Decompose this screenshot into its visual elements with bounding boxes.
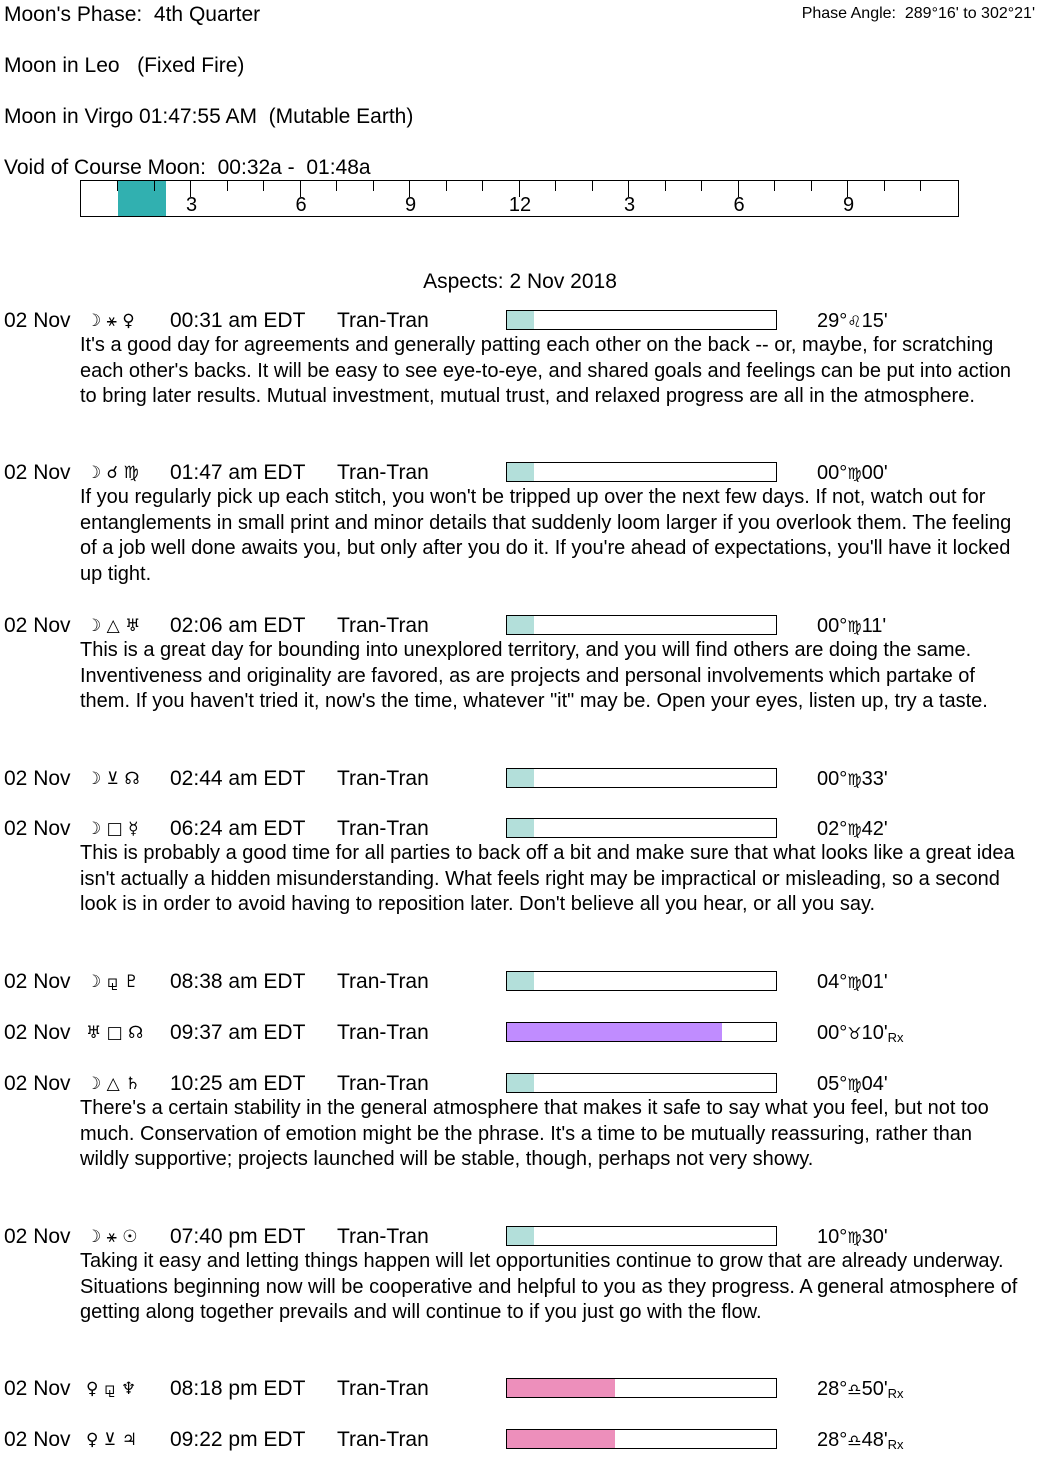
aspect-date: 02 Nov xyxy=(4,1021,71,1044)
aspect-entry xyxy=(0,1225,1053,1326)
aspect-time: 08:38 am EDT xyxy=(170,970,306,993)
aspect-header xyxy=(0,1021,1053,1045)
phase-angle: Phase Angle: 289°16' to 302°21' xyxy=(801,5,1035,22)
aspect-strength-fill xyxy=(507,769,534,787)
timeline-tick-label: 3 xyxy=(623,194,636,216)
void-of-course-fill xyxy=(118,181,165,216)
libra-icon: ♎ xyxy=(847,1380,862,1399)
aspect-entry xyxy=(0,817,1053,918)
aspect-position xyxy=(817,461,888,490)
aspect-header xyxy=(0,970,1053,994)
node-icon: ☊ xyxy=(124,769,140,789)
void-of-course-timeline xyxy=(80,180,959,217)
sextile-icon: ⚹ xyxy=(106,311,117,331)
timeline-tick xyxy=(227,181,228,191)
aspect-strength-fill xyxy=(507,463,534,481)
aspect-description: There's a certain stability in the general atmosphere that makes it safe to say what you feel, but not too much. Conservation of emotion might be the phrase. It's a time to be mutually reassuring, rather than wildly supportive; projects launched will be stable, though, perhaps not very showy. xyxy=(80,1097,989,1170)
position-minutes: 33' xyxy=(861,768,888,790)
timeline-tick xyxy=(920,181,921,191)
aspect-glyphs xyxy=(86,767,140,791)
moon-icon: ☽ xyxy=(86,311,102,331)
jupiter-icon: ♃ xyxy=(121,1430,137,1450)
virgo-icon: ♍ xyxy=(847,770,862,789)
aspect-strength-bar xyxy=(506,971,777,991)
position-minutes: 10' xyxy=(861,1022,888,1044)
square-icon: □ xyxy=(106,819,123,839)
aspect-strength-fill xyxy=(507,311,534,329)
aspect-strength-fill xyxy=(507,972,534,990)
aspect-time: 07:40 pm EDT xyxy=(170,1225,306,1248)
aspect-entry xyxy=(0,1377,1053,1401)
aspect-time: 02:44 am EDT xyxy=(170,767,306,790)
moon-icon: ☽ xyxy=(86,1227,102,1247)
timeline-tick xyxy=(592,181,593,191)
position-degree: 00° xyxy=(817,615,848,637)
saturn-icon: ♄ xyxy=(125,1074,141,1094)
aspect-type: Tran-Tran xyxy=(337,1021,429,1044)
aspect-position xyxy=(817,817,888,846)
virgo-icon: ♍ xyxy=(847,464,862,483)
virgo-icon: ♍ xyxy=(123,463,139,483)
aspect-position xyxy=(817,1225,888,1254)
aspect-header xyxy=(0,767,1053,791)
retrograde-icon: Rx xyxy=(887,1437,904,1452)
aspect-type: Tran-Tran xyxy=(337,614,429,637)
position-minutes: 30' xyxy=(861,1226,888,1248)
aspect-header xyxy=(0,817,1053,841)
quincunx-icon: ⊻ xyxy=(103,1430,117,1450)
aspect-position xyxy=(817,767,888,796)
aspect-entry xyxy=(0,1021,1053,1045)
conjunction-icon: ☌ xyxy=(106,463,119,483)
aspect-entry xyxy=(0,461,1053,587)
aspect-strength-fill xyxy=(507,1379,615,1397)
aspect-type: Tran-Tran xyxy=(337,461,429,484)
aspect-type: Tran-Tran xyxy=(337,1225,429,1248)
aspect-time: 02:06 am EDT xyxy=(170,614,306,637)
venus-icon: ♀ xyxy=(122,311,135,331)
aspect-strength-bar xyxy=(506,1073,777,1093)
aspect-time: 08:18 pm EDT xyxy=(170,1377,306,1400)
aspect-description: Taking it easy and letting things happen will let opportunities continue to grow that are already underway. Situations beginning now will be cooperative and helpful to you as they progress. A general atmosphere of getting along together prevails and will continue to if you just go with the flow. xyxy=(80,1250,1018,1323)
virgo-icon: ♍ xyxy=(847,1228,862,1247)
moon-icon: ☽ xyxy=(86,616,102,636)
moon-icon: ☽ xyxy=(86,819,102,839)
pluto-icon: ♇ xyxy=(123,972,140,992)
position-degree: 10° xyxy=(817,1226,848,1248)
moon-sign-virgo: Moon in Virgo 01:47:55 AM (Mutable Earth) xyxy=(4,105,414,128)
position-degree: 00° xyxy=(817,768,848,790)
timeline-tick xyxy=(446,181,447,191)
aspect-entry xyxy=(0,1428,1053,1452)
aspect-glyphs xyxy=(86,970,139,994)
aspect-strength-bar xyxy=(506,1378,777,1398)
timeline-tick-label: 6 xyxy=(295,194,307,216)
position-minutes: 48' xyxy=(861,1429,888,1451)
aspect-position xyxy=(817,309,888,338)
aspect-header xyxy=(0,1072,1053,1096)
aspect-date: 02 Nov xyxy=(4,767,71,790)
position-degree: 05° xyxy=(817,1073,848,1095)
aspect-strength-fill xyxy=(507,1074,534,1092)
aspect-position xyxy=(817,614,886,643)
timeline-tick-label: 9 xyxy=(842,194,855,216)
aspect-type: Tran-Tran xyxy=(337,970,429,993)
aspect-date: 02 Nov xyxy=(4,970,71,993)
timeline-tick xyxy=(555,181,556,191)
sun-icon: ☉ xyxy=(122,1227,138,1247)
aspect-header xyxy=(0,1377,1053,1401)
trine-icon: △ xyxy=(106,616,120,636)
aspect-header xyxy=(0,1225,1053,1249)
aspect-strength-bar xyxy=(506,310,777,330)
venus-icon: ♀ xyxy=(86,1379,99,1399)
aspect-glyphs xyxy=(86,817,139,841)
position-degree: 02° xyxy=(817,818,848,840)
position-minutes: 11' xyxy=(861,615,887,637)
aspect-entry xyxy=(0,970,1053,994)
aspect-strength-fill xyxy=(507,616,534,634)
aspect-date: 02 Nov xyxy=(4,1428,71,1451)
leo-icon: ♌ xyxy=(847,312,862,331)
aspect-position xyxy=(817,970,888,999)
aspect-position xyxy=(817,1377,904,1406)
position-degree: 00° xyxy=(817,462,848,484)
timeline-tick xyxy=(373,181,374,191)
aspect-time: 06:24 am EDT xyxy=(170,817,306,840)
timeline-tick-label: 9 xyxy=(404,194,417,216)
moon-icon: ☽ xyxy=(86,463,102,483)
timeline-tick-label: 12 xyxy=(508,194,532,216)
aspect-strength-fill xyxy=(507,1430,615,1448)
virgo-icon: ♍ xyxy=(847,973,862,992)
aspect-glyphs xyxy=(86,614,140,638)
moon-icon: ☽ xyxy=(86,1074,102,1094)
timeline-tick xyxy=(336,181,337,191)
aspect-strength-fill xyxy=(507,819,534,837)
position-degree: 04° xyxy=(817,971,848,993)
aspect-time: 10:25 am EDT xyxy=(170,1072,306,1095)
aspect-entry xyxy=(0,614,1053,715)
position-degree: 28° xyxy=(817,1378,848,1400)
aspect-position xyxy=(817,1428,904,1457)
timeline-tick xyxy=(154,181,155,191)
aspect-date: 02 Nov xyxy=(4,614,71,637)
aspect-header xyxy=(0,309,1053,333)
aspect-strength-bar xyxy=(506,818,777,838)
virgo-icon: ♍ xyxy=(847,820,862,839)
position-minutes: 50' xyxy=(861,1378,888,1400)
aspect-position xyxy=(817,1021,904,1050)
aspect-entry xyxy=(0,767,1053,791)
timeline-tick xyxy=(701,181,702,191)
aspect-type: Tran-Tran xyxy=(337,1377,429,1400)
aspect-date: 02 Nov xyxy=(4,817,71,840)
timeline-tick-label: 6 xyxy=(733,194,745,216)
aspect-strength-fill xyxy=(507,1227,534,1245)
aspect-type: Tran-Tran xyxy=(337,1072,429,1095)
retrograde-icon: Rx xyxy=(887,1386,904,1401)
trine-icon: △ xyxy=(106,1074,120,1094)
moon-icon: ☽ xyxy=(86,769,102,789)
aspect-time: 09:37 am EDT xyxy=(170,1021,306,1044)
position-degree: 00° xyxy=(817,1022,848,1044)
aspect-entry xyxy=(0,1072,1053,1173)
neptune-icon: ♆ xyxy=(121,1379,137,1399)
aspect-date: 02 Nov xyxy=(4,461,71,484)
aspect-header xyxy=(0,461,1053,485)
moon-sign-leo: Moon in Leo (Fixed Fire) xyxy=(4,54,245,77)
aspect-glyphs xyxy=(86,1428,137,1452)
moon-phase: Moon's Phase: 4th Quarter xyxy=(4,3,261,26)
position-minutes: 01' xyxy=(861,971,888,993)
aspects-title: Aspects: 2 Nov 2018 xyxy=(423,270,617,293)
aspect-strength-bar xyxy=(506,1226,777,1246)
aspect-glyphs xyxy=(86,1021,143,1045)
position-minutes: 00' xyxy=(861,462,888,484)
timeline-tick xyxy=(117,181,118,191)
aspect-strength-fill xyxy=(507,1023,722,1041)
aspect-time: 09:22 pm EDT xyxy=(170,1428,306,1451)
position-degree: 28° xyxy=(817,1429,848,1451)
sextile-icon: ⚹ xyxy=(106,1227,117,1247)
void-of-course: Void of Course Moon: 00:32a - 01:48a xyxy=(4,156,371,179)
timeline-tick xyxy=(263,181,264,191)
moon-icon: ☽ xyxy=(86,972,102,992)
aspect-date: 02 Nov xyxy=(4,1377,71,1400)
node-icon: ☊ xyxy=(128,1023,144,1043)
aspect-type: Tran-Tran xyxy=(337,817,429,840)
aspect-glyphs xyxy=(86,1072,140,1096)
aspect-glyphs xyxy=(86,1377,136,1401)
position-minutes: 15' xyxy=(861,310,888,332)
aspect-header xyxy=(0,1428,1053,1452)
aspect-type: Tran-Tran xyxy=(337,1428,429,1451)
aspect-position xyxy=(817,1072,888,1101)
aspect-glyphs xyxy=(86,309,135,333)
sesquiquadrate-icon: ⚼ xyxy=(106,972,119,992)
aspect-header xyxy=(0,614,1053,638)
libra-icon: ♎ xyxy=(847,1431,862,1450)
aspect-glyphs xyxy=(86,1225,138,1249)
timeline-tick xyxy=(665,181,666,191)
timeline-tick xyxy=(482,181,483,191)
aspect-glyphs xyxy=(86,461,139,485)
sesquiquadrate-icon: ⚼ xyxy=(103,1379,116,1399)
position-minutes: 04' xyxy=(861,1073,888,1095)
aspect-strength-bar xyxy=(506,462,777,482)
aspect-strength-bar xyxy=(506,768,777,788)
timeline-tick xyxy=(884,181,885,191)
uranus-icon: ♅ xyxy=(86,1023,102,1043)
taurus-icon: ♉ xyxy=(847,1024,862,1043)
aspect-entry xyxy=(0,309,1053,410)
position-degree: 29° xyxy=(817,310,848,332)
virgo-icon: ♍ xyxy=(847,617,862,636)
aspect-description: It's a good day for agreements and generally patting each other on the back -- or, maybe, for scratching each other's backs. It will be easy to see eye-to-eye, and shared goals and feelings can be put into action to bring later results. Mutual investment, mutual trust, and relaxed progress are all in the atmosphere. xyxy=(80,334,1012,407)
aspect-date: 02 Nov xyxy=(4,309,71,332)
aspect-description: This is a great day for bounding into unexplored territory, and you will find others are doing the same. Inventiveness and originality are favored, as are projects and personal involvements which partake of them. If you haven't tried it, now's the time, whatever "it" may be. Open your eyes, listen up, try a taste. xyxy=(80,639,988,712)
aspect-description: If you regularly pick up each stitch, you won't be tripped up over the next few days. If not, watch out for entanglements in small print and minor details that suddenly loom larger if you overlook them. The feeling of a job well done awaits you, but only after you do it. If you're ahead of expectations, you'll have it locked up tight. xyxy=(80,486,1012,585)
aspect-type: Tran-Tran xyxy=(337,309,429,332)
timeline-tick xyxy=(811,181,812,191)
aspect-time: 00:31 am EDT xyxy=(170,309,306,332)
aspect-time: 01:47 am EDT xyxy=(170,461,306,484)
position-minutes: 42' xyxy=(861,818,888,840)
aspect-strength-bar xyxy=(506,1022,777,1042)
venus-icon: ♀ xyxy=(86,1430,99,1450)
square-icon: □ xyxy=(106,1023,123,1043)
aspect-type: Tran-Tran xyxy=(337,767,429,790)
virgo-icon: ♍ xyxy=(847,1075,862,1094)
aspect-strength-bar xyxy=(506,615,777,635)
mercury-icon: ☿ xyxy=(128,819,139,839)
aspect-date: 02 Nov xyxy=(4,1225,71,1248)
aspect-strength-bar xyxy=(506,1429,777,1449)
timeline-tick xyxy=(774,181,775,191)
quincunx-icon: ⊻ xyxy=(106,769,120,789)
retrograde-icon: Rx xyxy=(887,1030,904,1045)
aspect-date: 02 Nov xyxy=(4,1072,71,1095)
uranus-icon: ♅ xyxy=(125,616,141,636)
timeline-tick-label: 3 xyxy=(185,194,198,216)
aspect-description: This is probably a good time for all parties to back off a bit and make sure that what looks like a great idea isn't actually a hidden misunderstanding. What feels right may be impractical or misleading, so a second look is in order to avoid having to reposition later. Don't believe all you hear, or all you say. xyxy=(80,842,1015,915)
